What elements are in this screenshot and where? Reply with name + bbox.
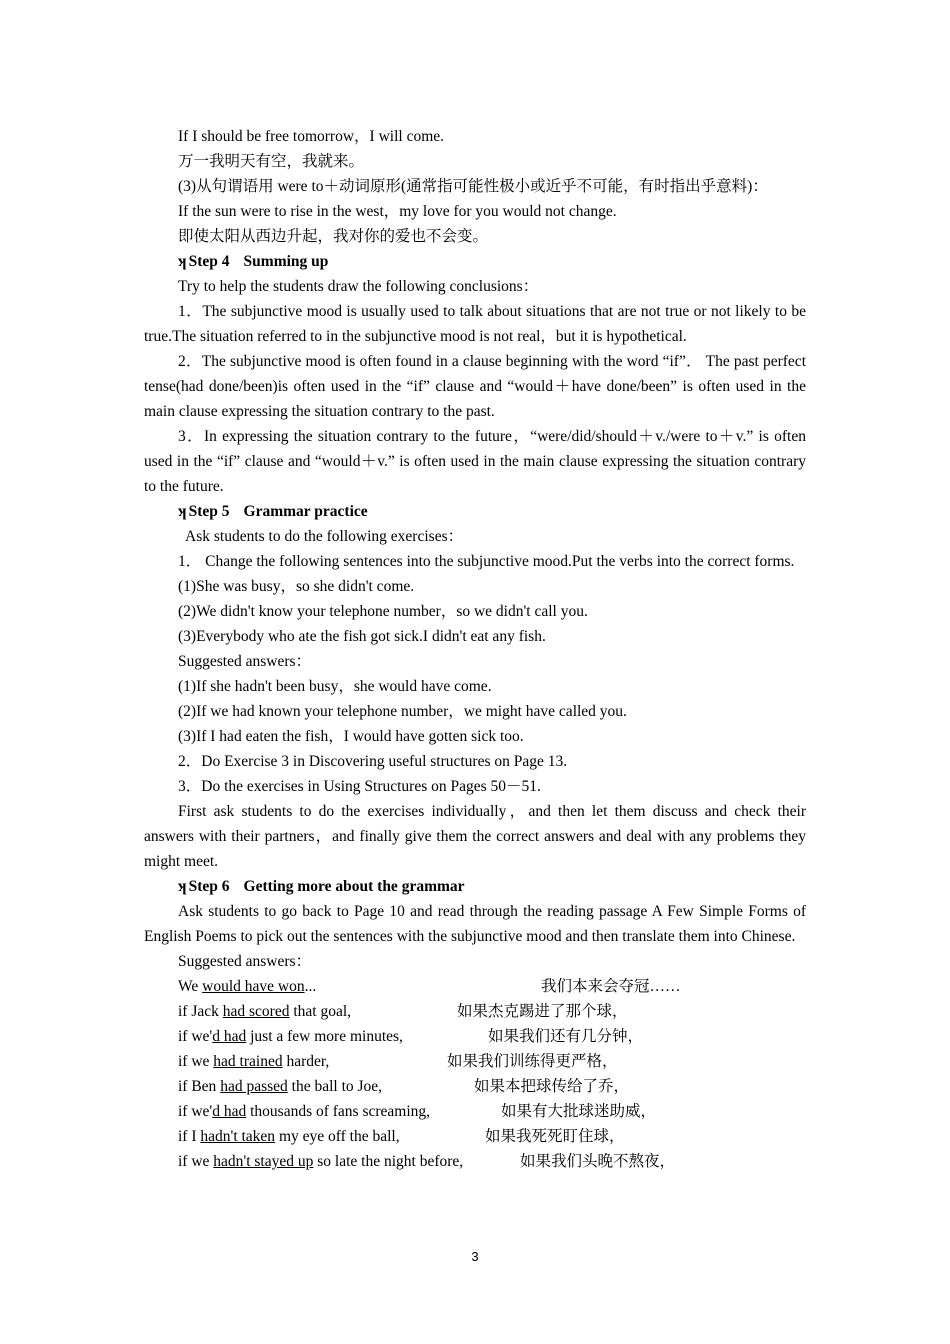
underlined-verb: d had bbox=[212, 1103, 247, 1120]
answer-line: (2)If we had known your telephone number，we might have called you. bbox=[178, 703, 627, 720]
step6-label: Step 6 bbox=[188, 878, 230, 895]
intro-line: (3)从句谓语用 were to＋动词原形(通常指可能性极小或近乎不可能，有时指出乎意料)： bbox=[178, 178, 768, 195]
intro-line: 即使太阳从西边升起，我对你的爱也不会变。 bbox=[178, 228, 489, 245]
underlined-verb: hadn't taken bbox=[200, 1128, 276, 1145]
step4-label: Step 4 bbox=[188, 253, 230, 270]
step4-lead: Try to help the students draw the following conclusions： bbox=[178, 278, 539, 295]
step6-title: Getting more about the grammar bbox=[243, 878, 465, 895]
example-row: if we'd had just a few more minutes, 如果我们还有几分钟， bbox=[144, 1024, 806, 1049]
example-row: if Ben had passed the ball to Joe, 如果本把球传给了乔， bbox=[144, 1074, 806, 1099]
conclusion-item: 2．The subjunctive mood is often found in a clause beginning with the word “if”． The past perfect tense(had done/been)is often used in the “if” clause and “would＋have done/been” is often used in the main clause expressing the situation contrary to the past. bbox=[144, 353, 806, 420]
underlined-verb: hadn't stayed up bbox=[213, 1153, 314, 1170]
example-row: if I hadn't taken my eye off the ball, 如果我死死盯住球， bbox=[144, 1124, 806, 1149]
question-line: (3)Everybody who ate the fish got sick.I didn't eat any fish. bbox=[178, 628, 546, 645]
step-marker-icon: ʞ bbox=[178, 503, 187, 520]
exercise-item: 1． Change the following sentences into the subjunctive mood.Put the verbs into the correct forms. bbox=[178, 553, 795, 570]
step5-title: Grammar practice bbox=[243, 503, 368, 520]
underlined-verb: had trained bbox=[213, 1053, 283, 1070]
example-translation: 如果本把球传给了乔， bbox=[474, 1078, 630, 1095]
step5-heading bbox=[144, 499, 806, 524]
answers-label: Suggested answers： bbox=[178, 953, 312, 970]
step5-label: Step 5 bbox=[188, 503, 230, 520]
example-row: We would have won... 我们本来会夺冠…… bbox=[144, 974, 806, 999]
example-translation: 如果我死死盯住球， bbox=[485, 1128, 625, 1145]
question-line: (1)She was busy，so she didn't come. bbox=[178, 578, 415, 595]
step5-ask: Ask students to do the following exercises： bbox=[185, 528, 464, 545]
intro-line: If I should be free tomorrow，I will come. bbox=[178, 128, 445, 145]
underlined-verb: had passed bbox=[220, 1078, 288, 1095]
underlined-verb: d had bbox=[212, 1028, 247, 1045]
example-translation: 如果我们头晚不熬夜， bbox=[520, 1153, 676, 1170]
page-number: 3 bbox=[471, 1249, 479, 1264]
example-row: if we had trained harder, 如果我们训练得更严格， bbox=[144, 1049, 806, 1074]
example-translation: 如果有大批球迷助威， bbox=[501, 1103, 657, 1120]
conclusion-item: 3．In expressing the situation contrary to the future，“were/did/should＋v./were to＋v.” is often used in the “if” clause and “would＋v.” is often used in the main clause expressing the situation contrary to the future. bbox=[144, 428, 806, 495]
closing-paragraph: First ask students to do the exercises individually，and then let them discuss and check their answers with their partners，and finally give them the correct answers and deal with any problems they might meet. bbox=[144, 803, 806, 870]
answers-label: Suggested answers： bbox=[178, 653, 312, 670]
intro-line: 万一我明天有空，我就来。 bbox=[178, 153, 365, 170]
document-page bbox=[144, 124, 806, 1174]
example-translation: 如果我们训练得更严格， bbox=[447, 1053, 618, 1070]
example-translation: 如果杰克踢进了那个球， bbox=[457, 1003, 628, 1020]
conclusion-item: 1．The subjunctive mood is usually used to talk about situations that are not true or not likely to be true.The situation referred to in the subjunctive mood is not real，but it is hypothetical. bbox=[144, 303, 806, 345]
step4-title: Summing up bbox=[243, 253, 329, 270]
answer-line: (1)If she hadn't been busy，she would have come. bbox=[178, 678, 492, 695]
step6-heading bbox=[144, 874, 806, 899]
intro-line: If the sun were to rise in the west，my love for you would not change. bbox=[178, 203, 617, 220]
example-row: if Jack had scored that goal, 如果杰克踢进了那个球， bbox=[144, 999, 806, 1024]
exercise-item: 2．Do Exercise 3 in Discovering useful structures on Page 13. bbox=[178, 753, 568, 770]
step-marker-icon: ʞ bbox=[178, 253, 187, 270]
example-row: if we'd had thousands of fans screaming, 如果有大批球迷助威， bbox=[144, 1099, 806, 1124]
underlined-verb: would have won bbox=[202, 978, 305, 995]
example-translation: 我们本来会夺冠…… bbox=[541, 978, 681, 995]
question-line: (2)We didn't know your telephone number，so we didn't call you. bbox=[178, 603, 588, 620]
step-marker-icon: ʞ bbox=[178, 878, 187, 895]
underlined-verb: had scored bbox=[222, 1003, 290, 1020]
example-row: if we hadn't stayed up so late the night before, 如果我们头晚不熬夜， bbox=[144, 1149, 806, 1174]
answer-line: (3)If I had eaten the fish，I would have gotten sick too. bbox=[178, 728, 524, 745]
example-translation: 如果我们还有几分钟， bbox=[488, 1028, 644, 1045]
exercise-item: 3．Do the exercises in Using Structures on Pages 50－51. bbox=[178, 778, 541, 795]
step6-body: Ask students to go back to Page 10 and read through the reading passage A Few Simple Forms of English Poems to pick out the sentences with the subjunctive mood and then translate them into Chinese. bbox=[144, 903, 806, 945]
step4-heading bbox=[144, 249, 806, 274]
